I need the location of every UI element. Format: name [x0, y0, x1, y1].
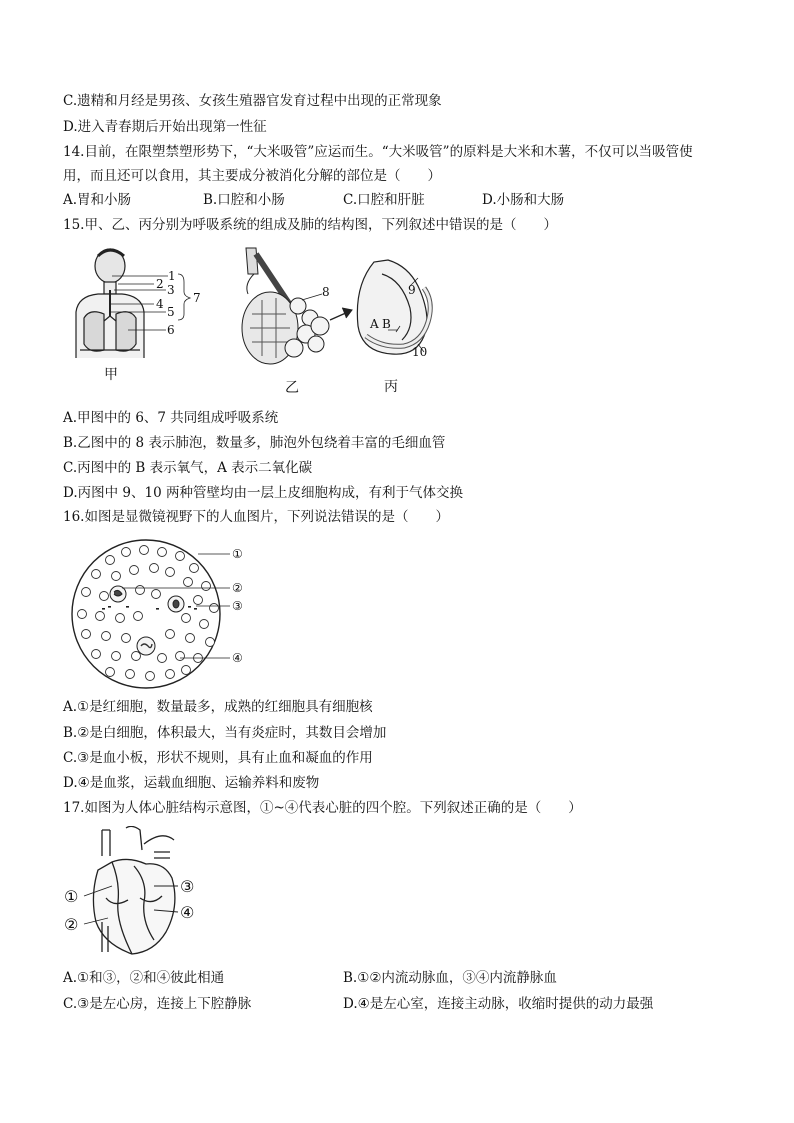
q16-label-2: ② — [232, 581, 243, 595]
q13-option-c: C.遗精和月经是男孩、女孩生殖器官发育过程中出现的正常现象 — [63, 93, 442, 109]
q17-option-a: A.①和③，②和④彼此相通 — [63, 970, 225, 986]
q16-label-4: ④ — [232, 651, 243, 665]
q14-stem-line2: 用，而且还可以食用，其主要成分被消化分解的部位是（ ） — [63, 168, 441, 184]
q16-option-c: C.③是血小板，形状不规则，具有止血和凝血的作用 — [63, 750, 373, 766]
q15-jia-label-7: 7 — [193, 291, 201, 305]
q15-option-b: B.乙图中的 8 表示肺泡，数量多，肺泡外包绕着丰富的毛细血管 — [63, 435, 446, 451]
q17-stem: 17.如图为人体心脏结构示意图，①~④代表心脏的四个腔。下列叙述正确的是（ ） — [63, 800, 582, 816]
q17-option-b: B.①②内流动脉血，③④内流静脉血 — [343, 970, 557, 986]
q17-option-d: D.④是左心室，连接主动脉，收缩时提供的动力最强 — [343, 996, 654, 1012]
q14-option-d: D.小肠和大肠 — [482, 192, 565, 208]
q16-option-b: B.②是白细胞，体积最大，当有炎症时，其数目会增加 — [63, 725, 387, 741]
q15-option-c: C.丙图中的 B 表示氧气，A 表示二氧化碳 — [63, 460, 313, 476]
q16-label-3: ③ — [232, 599, 243, 613]
q15-stem: 15.甲、乙、丙分别为呼吸系统的组成及肺的结构图，下列叙述中错误的是（ ） — [63, 217, 557, 233]
q15-jia-label-2: 2 — [156, 277, 164, 291]
q15-option-d: D.丙图中 9、10 两种管壁均由一层上皮细胞构成，有利于气体交换 — [63, 485, 463, 501]
q15-figure-yi — [236, 244, 364, 374]
q14-option-a: A.胃和小肠 — [63, 192, 132, 208]
q17-label-4: ④ — [180, 903, 195, 922]
q17-option-c: C.③是左心房，连接上下腔静脉 — [63, 996, 252, 1012]
q14-stem-line1: 14.目前，在限塑禁塑形势下，“大米吸管”应运而生。“大米吸管”的原料是大米和木薯，不仅可以当吸管使 — [63, 144, 693, 160]
q15-jia-label-4: 4 — [156, 297, 164, 311]
q15-jia-label-3: 3 — [167, 283, 175, 297]
q15-bing-label-a: A — [370, 317, 379, 331]
q17-label-3: ③ — [180, 877, 195, 896]
q14-option-b: B.口腔和小肠 — [203, 192, 285, 208]
q15-bing-label-b: B — [382, 317, 391, 331]
q16-stem: 16.如图是显微镜视野下的人血图片，下列说法错误的是（ ） — [63, 509, 449, 525]
q16-option-d: D.④是血浆，运载血细胞、运输养料和废物 — [63, 775, 320, 791]
q17-label-2: ② — [64, 915, 79, 934]
q15-option-a: A.甲图中的 6、7 共同组成呼吸系统 — [63, 410, 279, 426]
q15-yi-label-8: 8 — [322, 285, 330, 299]
q15-jia-label-5: 5 — [167, 305, 175, 319]
q15-caption-yi: 乙 — [285, 380, 299, 396]
q15-caption-bing: 丙 — [384, 379, 398, 395]
q15-figure-bing — [352, 256, 452, 364]
q16-option-a: A.①是红细胞，数量最多，成熟的红细胞具有细胞核 — [63, 699, 373, 715]
q15-jia-label-6: 6 — [167, 323, 175, 337]
q15-bing-label-9: 9 — [408, 283, 416, 297]
q17-label-1: ① — [64, 887, 79, 906]
q15-jia-label-1: 1 — [168, 269, 176, 283]
q15-bing-label-10: 10 — [412, 345, 428, 359]
q16-figure-blood-smear — [70, 538, 260, 690]
q17-figure-heart — [62, 826, 212, 960]
q16-label-1: ① — [232, 547, 243, 561]
q15-figure-jia — [68, 246, 218, 358]
q13-option-d: D.进入青春期后开始出现第一性征 — [63, 119, 267, 135]
q14-option-c: C.口腔和肝脏 — [343, 192, 425, 208]
q15-caption-jia: 甲 — [104, 367, 118, 383]
